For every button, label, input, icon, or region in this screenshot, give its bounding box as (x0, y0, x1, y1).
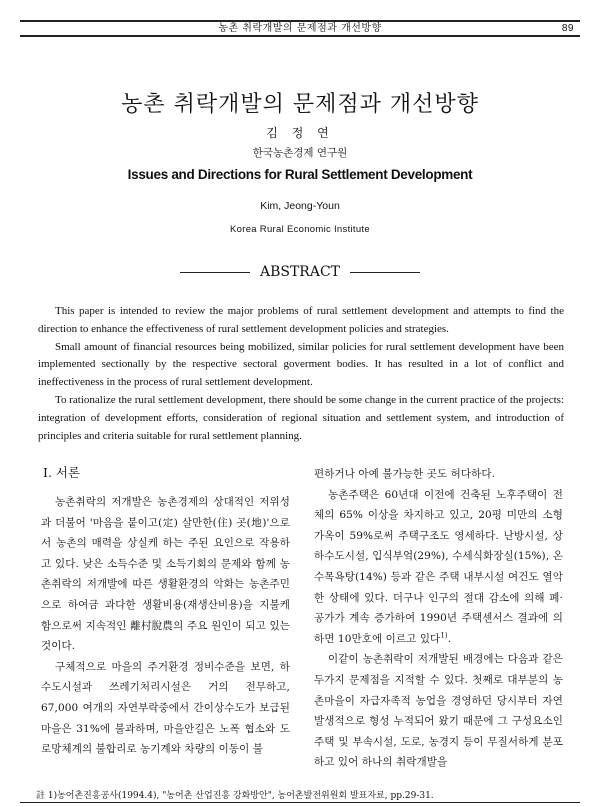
footnote: 註 1)농어촌진흥공사(1994.4), "농어촌 산업진흥 강화방안", 농어촌발전위원회 발표자료, pp.29-31. (36, 791, 434, 801)
body-paragraph: 구체적으로 마을의 주거환경 정비수준을 보면, 하수도시설과 쓰레기처리시설은 거의 전무하고, 67,000 여개의 자연부락중에서 간이상수도가 보급된 마을은 31%에 불과하며, 마을안길은 노폭 협소와 도로망체계의 불합리로 농기계와 차량의 이동이 불 (41, 660, 290, 756)
paper-title-korean: 농촌 취락개발의 문제점과 개선방향 (121, 92, 479, 117)
body-paragraph: 농촌취락의 저개발은 농촌경제의 상대적인 저위성과 더불어 '마음을 붙이고(定) 살만한(住) 곳(地)'으로서 농촌의 매력을 상실케 하는 주된 요인으로 작용하고 있다. 낮은 소득수준 및 소득기회의 문제와 함께 농촌취락의 저개발에 따른 생활환경의 악화는 농촌주민으로 하여금 과다한 생활비용(재생산비용)을 지불케 함으로써 지속적인 離村脫農의 주요 원인이 되고 있는 것이다. (41, 496, 290, 653)
abstract-body (38, 303, 564, 445)
abstract-paragraph: Small amount of financial resources being mobilized, similar policies for rural settlement development have been implemented sectionally by the respective sectoral goverment bodies. It has resulted in a lot of conflict and ineffectiveness in the process of rural settlement development. (38, 340, 564, 389)
abstract-heading (0, 264, 600, 280)
body-text: 농촌주택은 60년대 이전에 건축된 노후주택이 전체의 65% 이상을 차지하고 있고, 20평 미만의 소형가옥이 59%로써 주택구조도 영세하다. 난방시설, 상하수도시설, 입식부엌(29%), 수세식화장실(15%), 온수목욕탕(14%) 등과 같은 주택 내부시설 여건도 열악한 상태에 있다. 더구나 인구의 절대 감소에 의해 폐·공가가 계속 증가하여 1990년 주택센서스 결과에 의하면 10만호에 이르고 있다 (314, 488, 563, 645)
bottom-rule (20, 802, 580, 803)
author-korean: 김 정 연 (266, 126, 334, 140)
heading-rule-left (180, 272, 250, 273)
author-english: Kim, Jeong-Youn (260, 200, 340, 212)
right-column (314, 464, 563, 773)
body-paragraph: 농촌주택은 60년대 이전에 건축된 노후주택이 전체의 65% 이상을 차지하고 있고, 20평 미만의 소형가옥이 59%로써 주택구조도 영세하다. 난방시설, 상하수도시설, 입식부엌(29%), 수세식화장실(15%), 온수목욕탕(14%) 등과 같은 주택 내부시설 여건도 열악한 상태에 있다. 더구나 인구의 절대 감소에 의해 폐·공가가 계속 증가하여 1990년 주택센서스 결과에 의하면 10만호에 이르고 있다$^{1)}$. (314, 488, 563, 645)
heading-rule-right (350, 272, 420, 273)
footnote-reference: 1) (440, 631, 448, 640)
body-paragraph-continued: 편하거나 아예 불가능한 곳도 허다하다. (314, 468, 496, 480)
running-header (20, 20, 580, 37)
affiliation-korean: 한국농촌경제 연구원 (252, 147, 348, 159)
affiliation-english: Korea Rural Economic Institute (230, 224, 370, 235)
running-title: 농촌 취락개발의 문제점과 개선방향 (218, 23, 382, 34)
abstract-heading-text: ABSTRACT (259, 264, 341, 280)
paper-title-english: Issues and Directions for Rural Settlement Development (127, 167, 473, 182)
page-number: 89 (561, 23, 574, 34)
body-paragraph: 이같이 농촌취락이 저개발된 배경에는 다음과 같은 두가지 문제점을 지적할 수 있다. 첫째로 대부분의 농촌마을이 자급자족적 농업을 경영하던 당시부터 자연발생적으로 형성 누적되어 왔기 때문에 그 구성요소인 주택 및 부속시설, 도로, 농경지 등이 무질서하게 분포하고 있어 하나의 취락개발을 (314, 653, 563, 769)
abstract-paragraph: To rationalize the rural settlement development, there should be some change in the current practice of the projects: integration of development efforts, consideration of regional situation and settlement system, and introduction of principles and criteria suitable for rural settlement planning. (38, 393, 564, 442)
left-column (41, 492, 290, 760)
abstract-paragraph: This paper is intended to review the major problems of rural settlement development and attempts to find the direction to enhance the effectiveness of rural settlement development policies and strategies. (38, 305, 564, 335)
section-heading-introduction: I. 서론 (43, 465, 81, 480)
